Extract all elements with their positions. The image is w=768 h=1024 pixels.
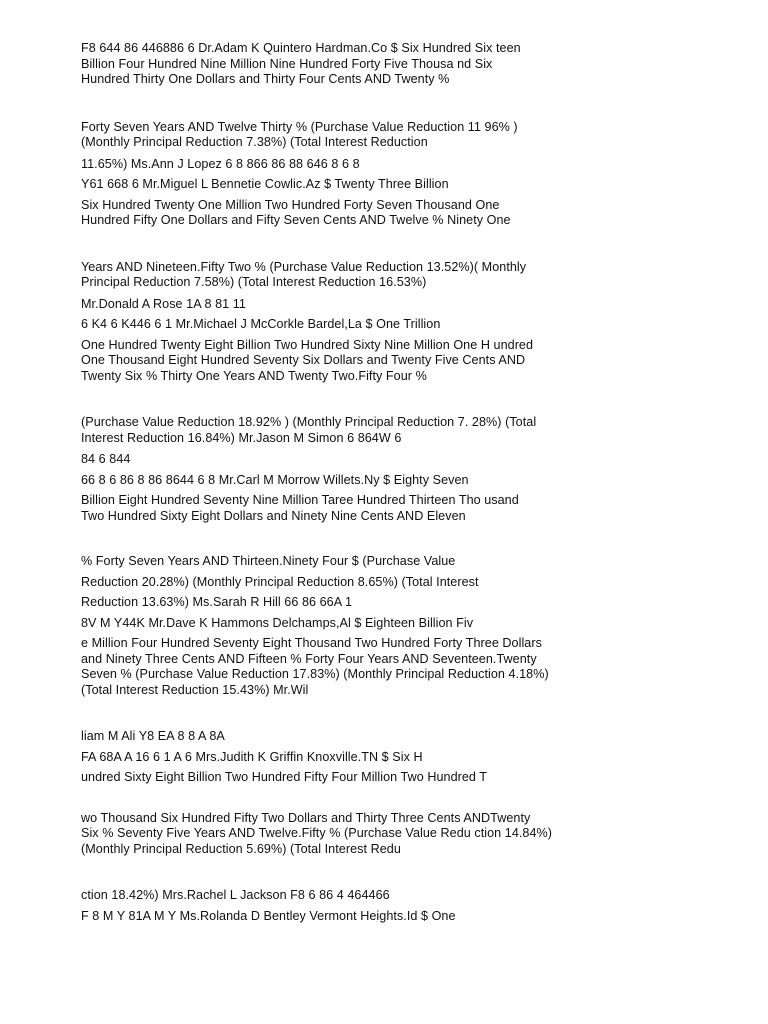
text-paragraph: One Hundred Twenty Eight Billion Two Hundred Sixty Nine Million One H undred One Thousand Eight Hundred Seventy Six Dollars and Twenty Five Cents AND Twenty Six % Thirty One Years AND Twenty Two.Fifty Four %: [81, 337, 534, 383]
text-paragraph: 66 8 6 86 8 86 8644 6 8 Mr.Carl M Morrow Willets.Ny $ Eighty Seven: [81, 472, 469, 487]
text-paragraph: 6 K4 6 K446 6 1 Mr.Michael J McCorkle Bardel,La $ One Trillion: [81, 317, 441, 331]
text-paragraph: FA 68A A 16 6 1 A 6 Mrs.Judith K Griffin Knoxville.TN $ Six H: [81, 749, 423, 764]
text-paragraph: liam M Ali Y8 EA 8 8 A 8A: [81, 729, 225, 743]
text-paragraph: Billion Eight Hundred Seventy Nine Million Taree Hundred Thirteen Tho usand Two Hundred Sixty Eight Dollars and Ninety Nine Cents AND Eleven: [81, 493, 519, 523]
text-paragraph: undred Sixty Eight Billion Two Hundred Fifty Four Million Two Hundred T: [81, 770, 488, 784]
text-paragraph: Six Hundred Twenty One Million Two Hundred Forty Seven Thousand One Hundred Fifty One Dollars and Fifty Seven Cents AND Twelve % Ninety One: [81, 197, 511, 227]
text-paragraph: Y61 668 6 Mr.Miguel L Bennetie Cowlic.Az $ Twenty Three Billion: [81, 177, 449, 191]
text-paragraph: e Million Four Hundred Seventy Eight Thousand Two Hundred Forty Three Dollars and Ninety Three Cents AND Fifteen % Forty Four Years AND Seventeen.Twenty Seven % (Purchase Value Reduction 17.83%) (Monthly Principal Reduction 4.18%) (Total Interest Reduction 15.43%) Mr.Wil: [81, 636, 549, 697]
text-paragraph: Reduction 20.28%) (Monthly Principal Reduction 8.65%) (Total Interest: [81, 574, 479, 589]
document-page: [81, 41, 681, 924]
text-paragraph: wo Thousand Six Hundred Fifty Two Dollars and Thirty Three Cents ANDTwenty Six % Seventy Five Years AND Twelve.Fifty % (Purchase Value Redu ction 14.84%) (Monthly Principal Reduction 5.69%) (Total Interest Redu: [81, 810, 553, 856]
text-paragraph: 8V M Y44K Mr.Dave K Hammons Delchamps,Al $ Eighteen Billion Fiv: [81, 615, 474, 630]
text-paragraph: ction 18.42%) Mrs.Rachel L Jackson F8 6 86 4 464466: [81, 888, 390, 902]
text-paragraph: % Forty Seven Years AND Thirteen.Ninety Four $ (Purchase Value: [81, 554, 456, 568]
text-paragraph: Reduction 13.63%) Ms.Sarah R Hill 66 86 66A 1: [81, 595, 353, 609]
text-paragraph: 11.65%) Ms.Ann J Lopez 6 8 866 86 88 646 8 6 8: [81, 156, 360, 171]
text-paragraph: F 8 M Y 81A M Y Ms.Rolanda D Bentley Vermont Heights.Id $ One: [81, 908, 456, 923]
text-paragraph: F8 644 86 446886 6 Dr.Adam K Quintero Hardman.Co $ Six Hundred Six teen Billion Four Hundred Nine Million Nine Hundred Forty Five Thousa nd Six Hundred Thirty One Dollars and Thirty Four Cents AND Twenty %: [81, 41, 521, 86]
text-paragraph: Mr.Donald A Rose 1A 8 81 11: [81, 296, 246, 311]
text-paragraph: Forty Seven Years AND Twelve Thirty % (Purchase Value Reduction 11 96% ) (Monthly Principal Reduction 7.38%) (Total Interest Reduction: [81, 119, 518, 149]
text-paragraph: Years AND Nineteen.Fifty Two % (Purchase Value Reduction 13.52%)( Monthly Principal Reduction 7.58%) (Total Interest Reduction 16.53%): [81, 259, 527, 289]
text-paragraph: 84 6 844: [81, 452, 131, 466]
text-paragraph: (Purchase Value Reduction 18.92% ) (Monthly Principal Reduction 7. 28%) (Total Interest Reduction 16.84%) Mr.Jason M Simon 6 864W 6: [81, 415, 537, 445]
